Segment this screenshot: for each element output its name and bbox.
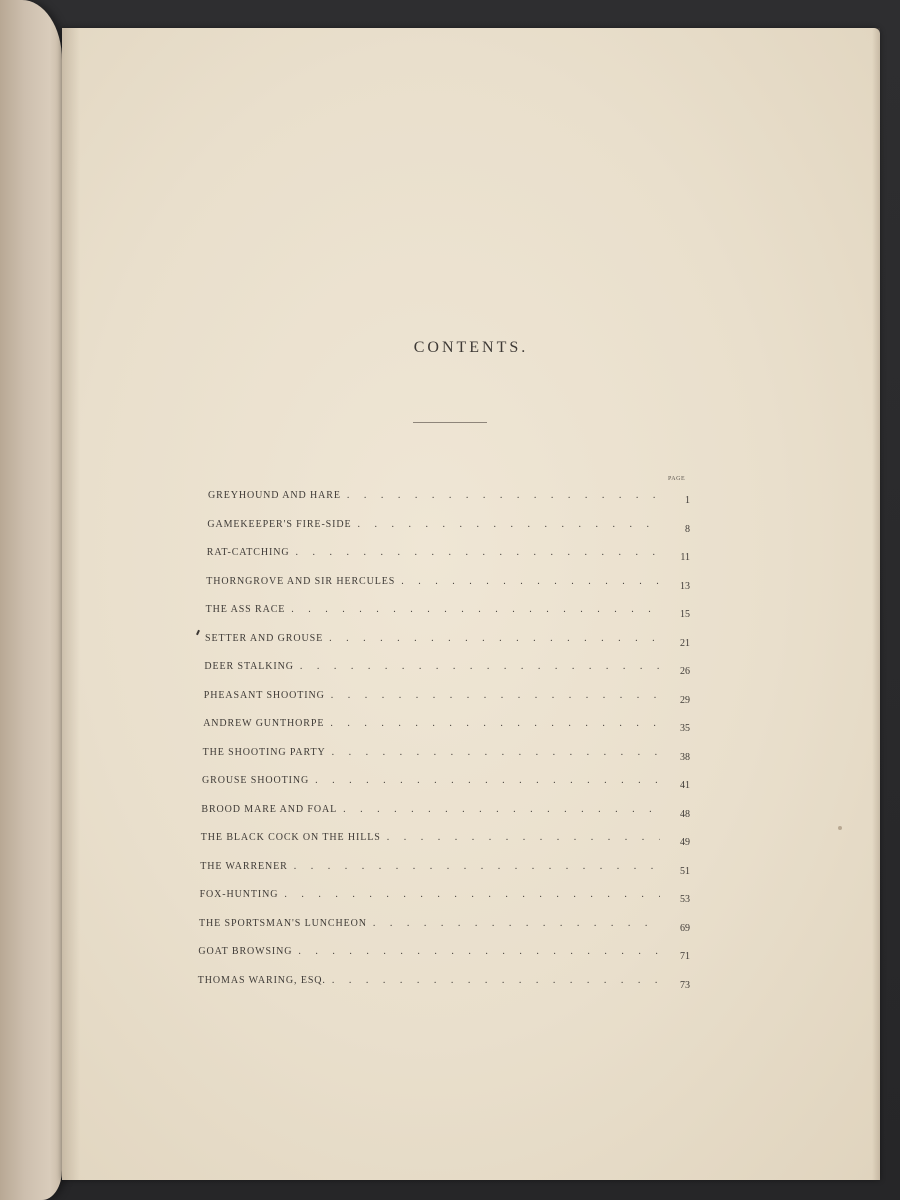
dot-leader <box>395 576 660 587</box>
dot-leader <box>288 861 660 872</box>
toc-entry <box>201 832 690 852</box>
dot-leader <box>294 661 660 672</box>
toc-entry-page: 1 <box>685 495 690 506</box>
toc-entry-page: 35 <box>679 723 690 734</box>
toc-entry-page: 26 <box>679 666 690 677</box>
toc-entry-page: 13 <box>679 580 690 592</box>
dot-leader <box>326 975 660 986</box>
toc-entry-title: THE ASS RACE <box>205 604 286 615</box>
dot-leader <box>337 804 660 815</box>
toc-entry-title: BROOD MARE AND FOAL <box>201 803 338 815</box>
toc-entry-title: GREYHOUND AND HARE <box>208 490 341 501</box>
dot-leader <box>278 889 660 900</box>
toc-entry <box>206 604 690 624</box>
toc-entry-title: RAT-CATCHING <box>206 547 290 558</box>
toc-entry-title: PHEASANT SHOOTING <box>203 689 325 701</box>
toc-entry-page: 11 <box>680 552 690 563</box>
toc-entry <box>208 490 690 510</box>
toc-entry <box>206 576 690 596</box>
toc-entry-page: 51 <box>679 865 690 877</box>
toc-entry-page: 15 <box>679 609 690 620</box>
dot-leader <box>367 918 660 929</box>
dot-leader <box>285 604 660 615</box>
toc-entry <box>204 690 690 710</box>
toc-entry <box>207 519 690 539</box>
toc-entry <box>203 747 690 767</box>
dot-leader <box>292 946 660 957</box>
dot-leader <box>341 490 660 501</box>
toc-entry-page: 38 <box>679 751 690 763</box>
toc-entry-title: THORNGROVE AND SIR HERCULES <box>206 575 396 587</box>
toc-entry <box>200 889 690 909</box>
dot-leader <box>381 832 660 843</box>
toc-entry-page: 69 <box>680 922 690 934</box>
toc-entry <box>204 661 690 681</box>
dot-leader <box>325 690 660 701</box>
toc-entry-page: 49 <box>679 837 690 848</box>
toc-entry-page: 8 <box>684 523 690 535</box>
dot-leader <box>352 519 660 530</box>
page-title: CONTENTS. <box>413 339 529 356</box>
toc-entry <box>198 946 690 966</box>
dot-leader <box>326 747 660 758</box>
dot-leader <box>309 775 660 786</box>
contents-page <box>62 28 880 1180</box>
dot-leader <box>324 718 660 729</box>
toc-entry-page: 41 <box>680 780 690 791</box>
toc-entry <box>200 861 690 881</box>
toc-entry-title: THE BLACK COCK ON THE HILLS <box>200 832 381 843</box>
toc-entry-page: 53 <box>679 894 690 905</box>
toc-entry-page: 21 <box>680 637 690 649</box>
toc-entry-page: 48 <box>679 808 690 820</box>
toc-entry-title: THE SHOOTING PARTY <box>202 746 326 758</box>
toc-entry <box>201 804 690 824</box>
toc-entry-title: SETTER AND GROUSE <box>205 632 324 644</box>
toc-entry-page: 73 <box>679 979 690 991</box>
toc-entry-title: GAMEKEEPER'S FIRE-SIDE <box>207 518 352 530</box>
toc-entry-title: GOAT BROWSING <box>198 946 293 957</box>
toc-entry <box>199 918 690 938</box>
paper-speck <box>838 826 842 830</box>
previous-page-edge <box>0 0 62 1200</box>
toc-entry <box>198 975 690 995</box>
page-column-header: PAGE <box>668 476 686 482</box>
toc-entry <box>202 775 690 795</box>
toc-entry <box>203 718 690 738</box>
toc-entry <box>207 547 690 567</box>
toc-entry-title: THOMAS WARING, ESQ. <box>197 974 326 986</box>
toc-entry-title: ANDREW GUNTHORPE <box>203 718 325 729</box>
toc-entry-title: THE WARRENER <box>200 860 288 872</box>
toc-entry-title: DEER STALKING <box>204 661 294 672</box>
toc-entry <box>205 633 690 653</box>
dot-leader <box>289 547 660 558</box>
table-of-contents <box>62 28 880 1180</box>
toc-entry-page: 71 <box>679 951 690 962</box>
toc-entry-page: 29 <box>679 694 690 706</box>
toc-entry-title: THE SPORTSMAN'S LUNCHEON <box>199 917 367 929</box>
toc-entry-title: GROUSE SHOOTING <box>202 775 310 786</box>
dot-leader <box>323 633 660 644</box>
toc-entry-title: FOX-HUNTING <box>199 889 279 900</box>
